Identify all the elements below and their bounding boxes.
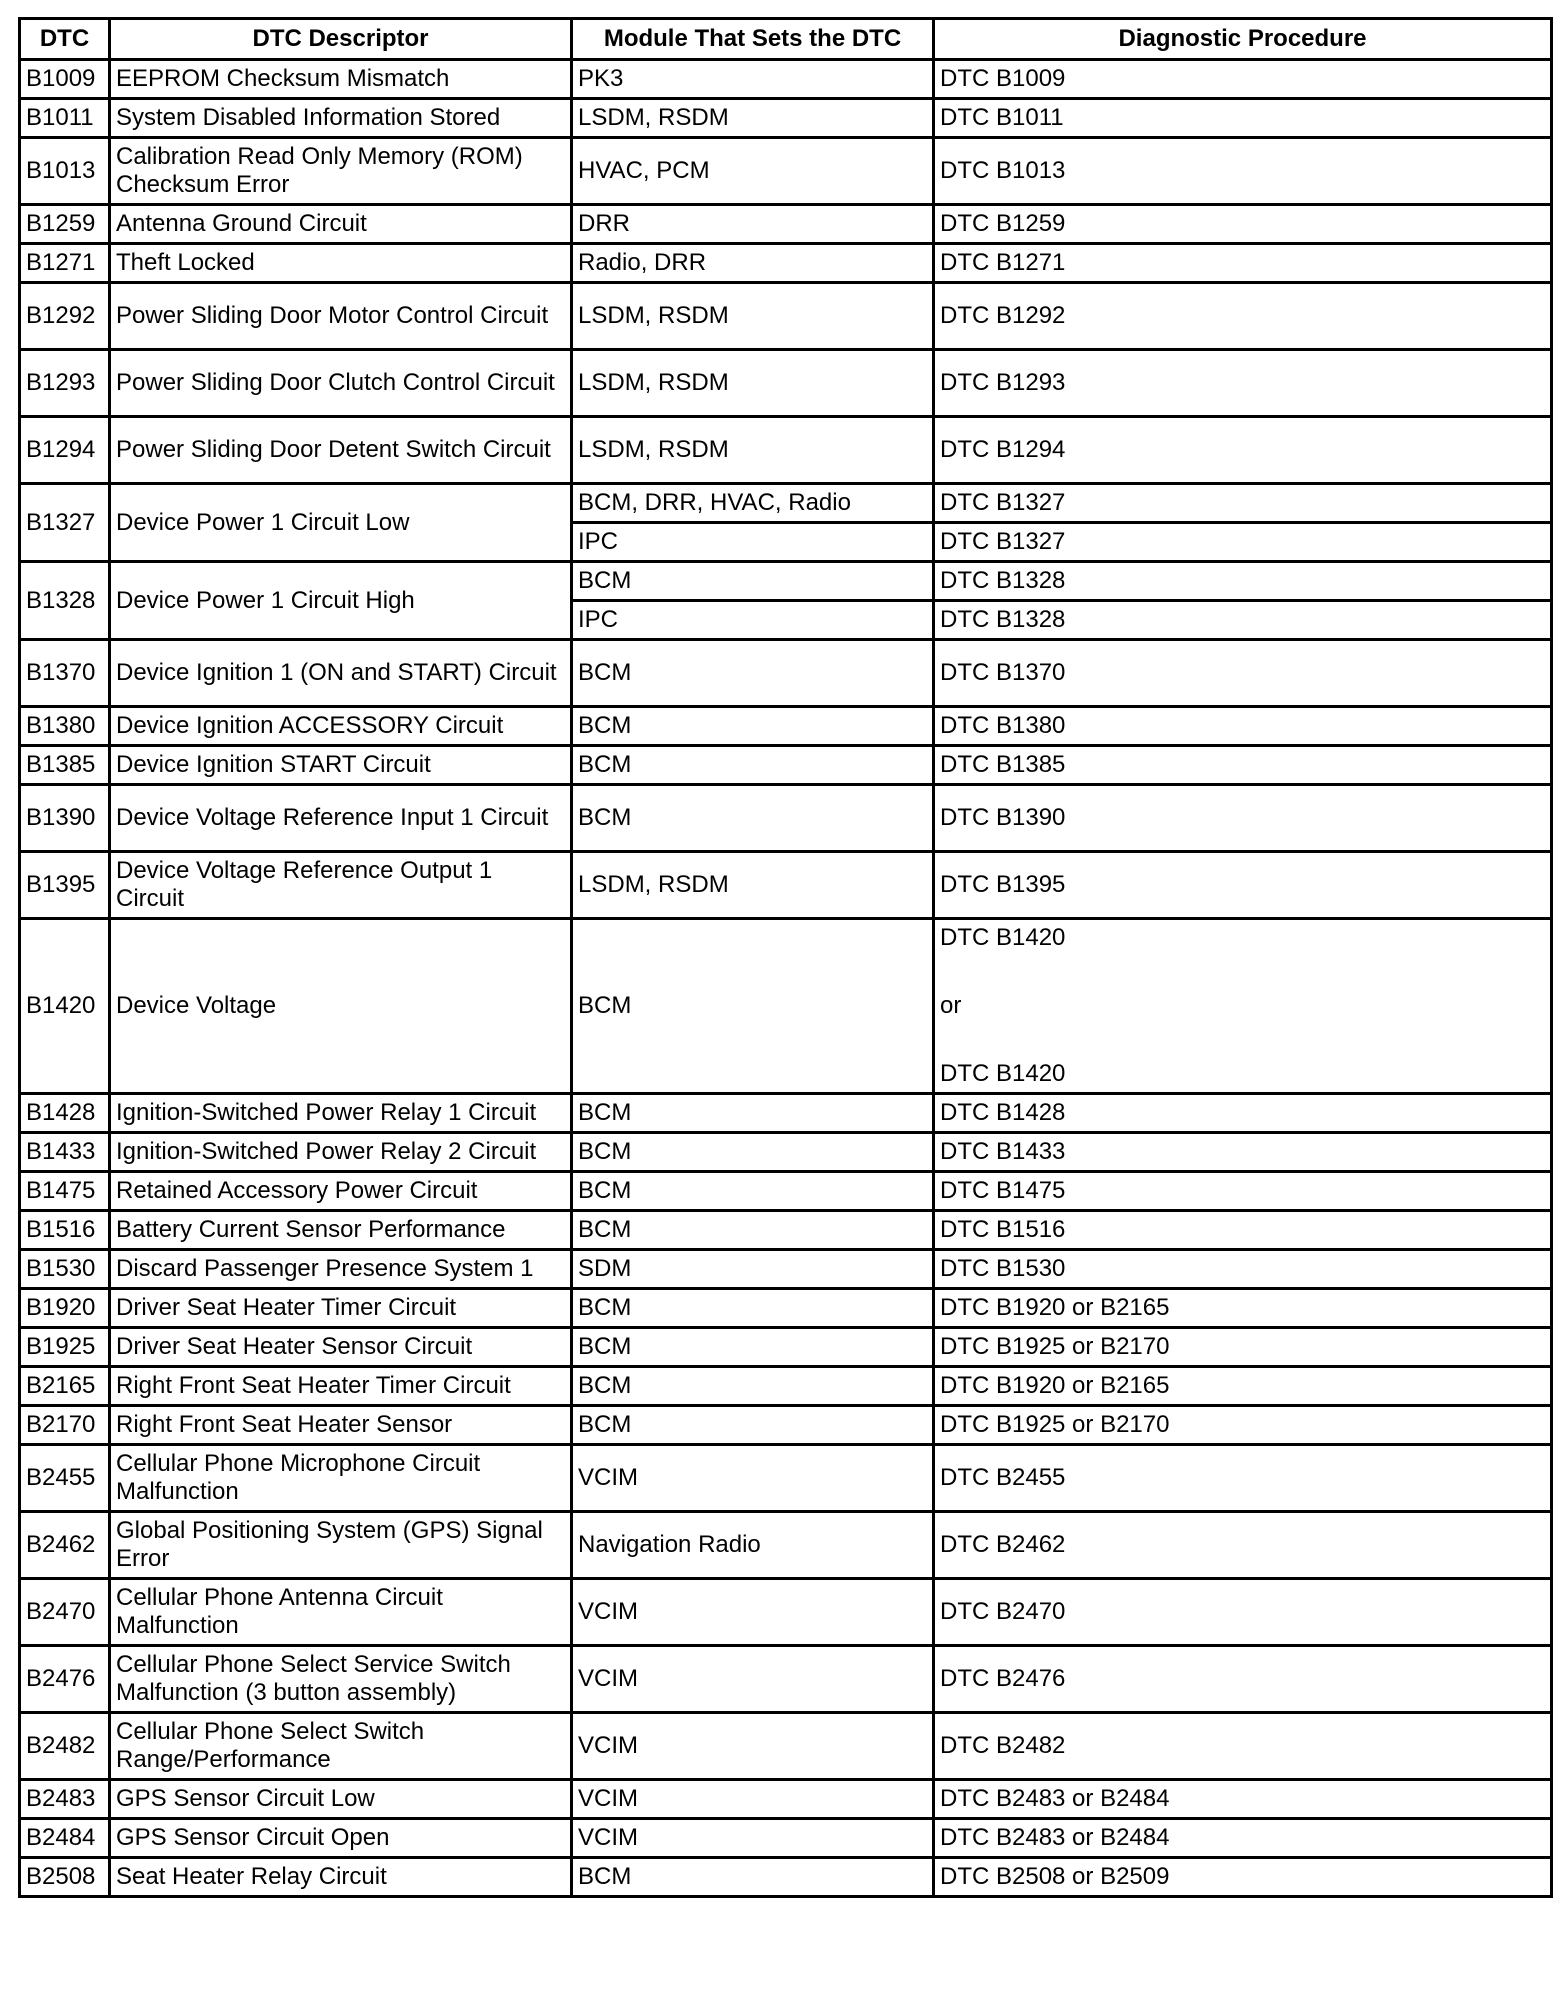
- dtc-descriptor: Ignition-Switched Power Relay 1 Circuit: [110, 1094, 572, 1133]
- table-row: [20, 1094, 1552, 1133]
- dtc-procedure: DTC B1475: [934, 1172, 1552, 1211]
- dtc-procedure: DTC B2455: [934, 1445, 1552, 1512]
- dtc-module: VCIM: [572, 1445, 934, 1512]
- dtc-code: B2483: [20, 1780, 110, 1819]
- table-row: [20, 1133, 1552, 1172]
- dtc-module: LSDM, RSDM: [572, 350, 934, 417]
- dtc-procedure: DTC B1385: [934, 746, 1552, 785]
- dtc-code: B1328: [20, 562, 110, 640]
- dtc-procedure: DTC B1327: [934, 484, 1552, 523]
- dtc-code: B2484: [20, 1819, 110, 1858]
- dtc-code: B2476: [20, 1646, 110, 1713]
- table-row: [20, 1289, 1552, 1328]
- dtc-code: B2508: [20, 1858, 110, 1897]
- dtc-procedure: DTC B1516: [934, 1211, 1552, 1250]
- dtc-module: BCM: [572, 785, 934, 852]
- dtc-code: B1920: [20, 1289, 110, 1328]
- dtc-procedure: DTC B1328: [934, 562, 1552, 601]
- dtc-descriptor: Cellular Phone Antenna Circuit Malfunction: [110, 1579, 572, 1646]
- dtc-code: B1385: [20, 746, 110, 785]
- dtc-code: B2170: [20, 1406, 110, 1445]
- table-row: [20, 484, 1552, 523]
- dtc-code: B1013: [20, 138, 110, 205]
- dtc-code: B1420: [20, 919, 110, 1094]
- table-row: [20, 205, 1552, 244]
- dtc-module: BCM: [572, 562, 934, 601]
- dtc-code: B1259: [20, 205, 110, 244]
- dtc-procedure: DTC B2470: [934, 1579, 1552, 1646]
- dtc-module: LSDM, RSDM: [572, 283, 934, 350]
- dtc-procedure: DTC B1328: [934, 601, 1552, 640]
- dtc-procedure: DTC B1920 or B2165: [934, 1289, 1552, 1328]
- table-row: [20, 1250, 1552, 1289]
- dtc-code: B1390: [20, 785, 110, 852]
- dtc-descriptor: Theft Locked: [110, 244, 572, 283]
- dtc-code: B1009: [20, 60, 110, 99]
- table-row: [20, 350, 1552, 417]
- dtc-code: B1925: [20, 1328, 110, 1367]
- dtc-code: B2470: [20, 1579, 110, 1646]
- dtc-module: BCM: [572, 746, 934, 785]
- dtc-code: B1292: [20, 283, 110, 350]
- table-row: [20, 1367, 1552, 1406]
- table-row: [20, 852, 1552, 919]
- dtc-module: BCM: [572, 1133, 934, 1172]
- dtc-descriptor: Device Ignition START Circuit: [110, 746, 572, 785]
- dtc-procedure: DTC B1011: [934, 99, 1552, 138]
- dtc-procedure: DTC B2482: [934, 1713, 1552, 1780]
- dtc-descriptor: Device Power 1 Circuit Low: [110, 484, 572, 562]
- header-module: Module That Sets the DTC: [572, 19, 934, 60]
- dtc-descriptor: Power Sliding Door Motor Control Circuit: [110, 283, 572, 350]
- dtc-procedure: DTC B1294: [934, 417, 1552, 484]
- dtc-procedure: DTC B1271: [934, 244, 1552, 283]
- dtc-module: Navigation Radio: [572, 1512, 934, 1579]
- dtc-descriptor: Cellular Phone Select Switch Range/Performance: [110, 1713, 572, 1780]
- table-row: [20, 244, 1552, 283]
- dtc-module: LSDM, RSDM: [572, 852, 934, 919]
- dtc-descriptor: Cellular Phone Select Service Switch Malfunction (3 button assembly): [110, 1646, 572, 1713]
- dtc-descriptor: Device Voltage Reference Output 1 Circuit: [110, 852, 572, 919]
- table-row: [20, 640, 1552, 707]
- dtc-descriptor: Discard Passenger Presence System 1: [110, 1250, 572, 1289]
- table-row: [20, 707, 1552, 746]
- table-row: [20, 1406, 1552, 1445]
- dtc-descriptor: EEPROM Checksum Mismatch: [110, 60, 572, 99]
- header-dtc: DTC: [20, 19, 110, 60]
- dtc-code: B1011: [20, 99, 110, 138]
- dtc-procedure: DTC B1390: [934, 785, 1552, 852]
- dtc-descriptor: Ignition-Switched Power Relay 2 Circuit: [110, 1133, 572, 1172]
- table-row: [20, 746, 1552, 785]
- table-row: [20, 1819, 1552, 1858]
- dtc-procedure: DTC B1420 or DTC B1420: [934, 919, 1552, 1094]
- dtc-code: B1530: [20, 1250, 110, 1289]
- table-row: [20, 1579, 1552, 1646]
- table-row: [20, 919, 1552, 1094]
- dtc-module: IPC: [572, 523, 934, 562]
- header-procedure: Diagnostic Procedure: [934, 19, 1552, 60]
- dtc-descriptor: Device Power 1 Circuit High: [110, 562, 572, 640]
- dtc-descriptor: Driver Seat Heater Sensor Circuit: [110, 1328, 572, 1367]
- dtc-descriptor: GPS Sensor Circuit Open: [110, 1819, 572, 1858]
- table-row: [20, 1858, 1552, 1897]
- dtc-module: Radio, DRR: [572, 244, 934, 283]
- dtc-code: B1475: [20, 1172, 110, 1211]
- dtc-descriptor: Battery Current Sensor Performance: [110, 1211, 572, 1250]
- dtc-descriptor: System Disabled Information Stored: [110, 99, 572, 138]
- dtc-procedure: DTC B2462: [934, 1512, 1552, 1579]
- dtc-descriptor: Device Ignition 1 (ON and START) Circuit: [110, 640, 572, 707]
- dtc-descriptor: Power Sliding Door Detent Switch Circuit: [110, 417, 572, 484]
- dtc-descriptor: Right Front Seat Heater Sensor: [110, 1406, 572, 1445]
- dtc-module: VCIM: [572, 1713, 934, 1780]
- dtc-procedure: DTC B2483 or B2484: [934, 1819, 1552, 1858]
- dtc-descriptor: Calibration Read Only Memory (ROM) Checksum Error: [110, 138, 572, 205]
- dtc-procedure: DTC B1380: [934, 707, 1552, 746]
- dtc-module: DRR: [572, 205, 934, 244]
- dtc-code: B1516: [20, 1211, 110, 1250]
- dtc-procedure: DTC B1428: [934, 1094, 1552, 1133]
- dtc-module: BCM: [572, 919, 934, 1094]
- dtc-procedure: DTC B1259: [934, 205, 1552, 244]
- dtc-descriptor: Cellular Phone Microphone Circuit Malfunction: [110, 1445, 572, 1512]
- dtc-module: VCIM: [572, 1780, 934, 1819]
- table-row: [20, 1211, 1552, 1250]
- table-row: [20, 562, 1552, 601]
- header-row: [20, 19, 1552, 60]
- dtc-code: B1395: [20, 852, 110, 919]
- dtc-procedure: DTC B1925 or B2170: [934, 1406, 1552, 1445]
- dtc-procedure: DTC B1292: [934, 283, 1552, 350]
- dtc-code: B2462: [20, 1512, 110, 1579]
- dtc-module: VCIM: [572, 1819, 934, 1858]
- dtc-code: B1380: [20, 707, 110, 746]
- dtc-descriptor: Device Voltage: [110, 919, 572, 1094]
- dtc-procedure: DTC B1395: [934, 852, 1552, 919]
- table-row: [20, 138, 1552, 205]
- dtc-code: B2482: [20, 1713, 110, 1780]
- dtc-procedure: DTC B1530: [934, 1250, 1552, 1289]
- dtc-procedure: DTC B2508 or B2509: [934, 1858, 1552, 1897]
- dtc-procedure: DTC B1370: [934, 640, 1552, 707]
- dtc-descriptor: Retained Accessory Power Circuit: [110, 1172, 572, 1211]
- dtc-code: B1271: [20, 244, 110, 283]
- dtc-module: PK3: [572, 60, 934, 99]
- table-row: [20, 60, 1552, 99]
- dtc-module: BCM, DRR, HVAC, Radio: [572, 484, 934, 523]
- dtc-module: LSDM, RSDM: [572, 99, 934, 138]
- dtc-module: IPC: [572, 601, 934, 640]
- dtc-procedure: DTC B1293: [934, 350, 1552, 417]
- dtc-code: B1370: [20, 640, 110, 707]
- dtc-descriptor: Antenna Ground Circuit: [110, 205, 572, 244]
- dtc-module: BCM: [572, 640, 934, 707]
- dtc-procedure: DTC B2476: [934, 1646, 1552, 1713]
- dtc-descriptor: Device Voltage Reference Input 1 Circuit: [110, 785, 572, 852]
- dtc-module: BCM: [572, 1858, 934, 1897]
- dtc-code: B2165: [20, 1367, 110, 1406]
- dtc-module: BCM: [572, 1367, 934, 1406]
- dtc-procedure: DTC B1925 or B2170: [934, 1328, 1552, 1367]
- dtc-module: LSDM, RSDM: [572, 417, 934, 484]
- dtc-module: BCM: [572, 1289, 934, 1328]
- dtc-module: BCM: [572, 1406, 934, 1445]
- dtc-descriptor: Seat Heater Relay Circuit: [110, 1858, 572, 1897]
- table-row: [20, 283, 1552, 350]
- dtc-module: VCIM: [572, 1579, 934, 1646]
- dtc-module: BCM: [572, 707, 934, 746]
- dtc-descriptor: Global Positioning System (GPS) Signal Error: [110, 1512, 572, 1579]
- dtc-descriptor: Device Ignition ACCESSORY Circuit: [110, 707, 572, 746]
- table-row: [20, 1646, 1552, 1713]
- dtc-descriptor: Driver Seat Heater Timer Circuit: [110, 1289, 572, 1328]
- table-row: [20, 1713, 1552, 1780]
- table-row: [20, 785, 1552, 852]
- dtc-code: B1294: [20, 417, 110, 484]
- dtc-module: SDM: [572, 1250, 934, 1289]
- dtc-module: BCM: [572, 1094, 934, 1133]
- dtc-module: BCM: [572, 1172, 934, 1211]
- dtc-code: B1293: [20, 350, 110, 417]
- header-descriptor: DTC Descriptor: [110, 19, 572, 60]
- table-row: [20, 1172, 1552, 1211]
- dtc-code: B1433: [20, 1133, 110, 1172]
- dtc-procedure: DTC B1327: [934, 523, 1552, 562]
- dtc-procedure: DTC B1013: [934, 138, 1552, 205]
- dtc-code: B2455: [20, 1445, 110, 1512]
- dtc-procedure: DTC B1009: [934, 60, 1552, 99]
- table-row: [20, 1780, 1552, 1819]
- table-row: [20, 1445, 1552, 1512]
- dtc-procedure: DTC B2483 or B2484: [934, 1780, 1552, 1819]
- dtc-module: VCIM: [572, 1646, 934, 1713]
- dtc-module: HVAC, PCM: [572, 138, 934, 205]
- dtc-module: BCM: [572, 1211, 934, 1250]
- dtc-procedure: DTC B1920 or B2165: [934, 1367, 1552, 1406]
- dtc-procedure: DTC B1433: [934, 1133, 1552, 1172]
- dtc-module: BCM: [572, 1328, 934, 1367]
- table-row: [20, 417, 1552, 484]
- dtc-table: [18, 17, 1553, 1898]
- dtc-code: B1327: [20, 484, 110, 562]
- table-row: [20, 1328, 1552, 1367]
- dtc-descriptor: GPS Sensor Circuit Low: [110, 1780, 572, 1819]
- dtc-descriptor: Power Sliding Door Clutch Control Circuit: [110, 350, 572, 417]
- dtc-code: B1428: [20, 1094, 110, 1133]
- table-row: [20, 99, 1552, 138]
- table-row: [20, 1512, 1552, 1579]
- dtc-descriptor: Right Front Seat Heater Timer Circuit: [110, 1367, 572, 1406]
